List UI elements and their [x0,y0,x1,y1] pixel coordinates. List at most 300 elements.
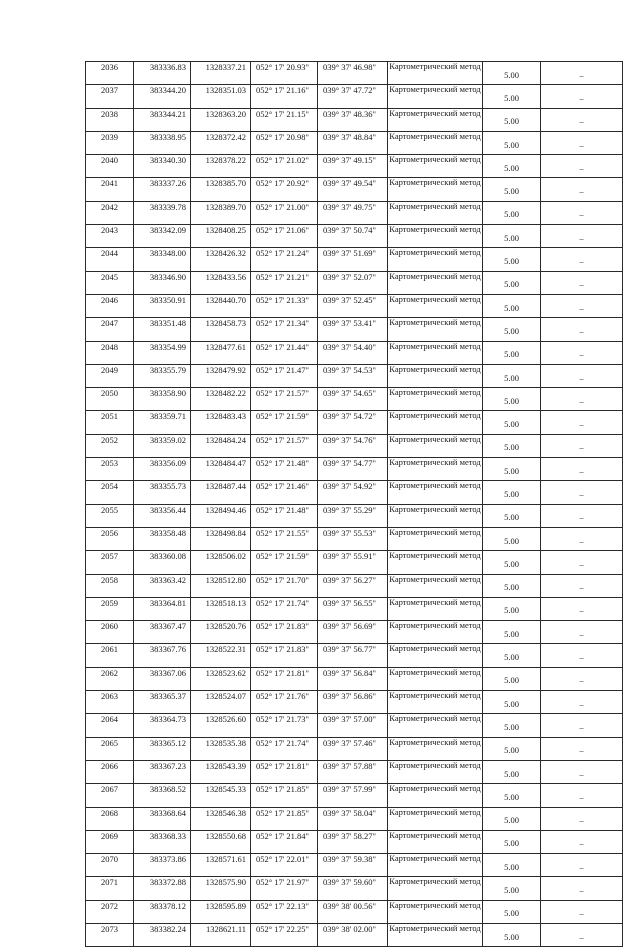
x-coordinate-cell: 383358.48 [134,527,191,550]
accuracy-cell: 5.00 [483,271,541,294]
note-cell: – [541,854,623,877]
accuracy-cell: 5.00 [483,923,541,946]
note-cell: – [541,131,623,154]
accuracy-cell: 5.00 [483,108,541,131]
latitude-cell: 052° 17' 21.74" [251,737,318,760]
method-cell: Картометрический метод [388,574,483,597]
x-coordinate-cell: 383373.86 [134,854,191,877]
latitude-cell: 052° 17' 22.13" [251,900,318,923]
y-coordinate-cell: 1328506.02 [191,551,251,574]
x-coordinate-cell: 383367.23 [134,760,191,783]
y-coordinate-cell: 1328543.39 [191,760,251,783]
method-cell: Картометрический метод [388,248,483,271]
latitude-cell: 052° 17' 20.98" [251,131,318,154]
x-coordinate-cell: 383378.12 [134,900,191,923]
note-cell: – [541,784,623,807]
y-coordinate-cell: 1328595.89 [191,900,251,923]
x-coordinate-cell: 383355.73 [134,481,191,504]
longitude-cell: 039° 37' 59.60" [318,877,388,900]
x-coordinate-cell: 383382.24 [134,923,191,946]
point-number-cell: 2047 [86,318,134,341]
table-row [86,108,623,131]
longitude-cell: 039° 37' 49.75" [318,201,388,224]
latitude-cell: 052° 17' 21.44" [251,341,318,364]
method-cell: Картометрический метод [388,481,483,504]
accuracy-cell: 5.00 [483,248,541,271]
table-row [86,131,623,154]
x-coordinate-cell: 383338.95 [134,131,191,154]
x-coordinate-cell: 383364.73 [134,714,191,737]
x-coordinate-cell: 383368.52 [134,784,191,807]
table-row [86,574,623,597]
method-cell: Картометрический метод [388,294,483,317]
point-number-cell: 2036 [86,62,134,85]
longitude-cell: 039° 37' 48.84" [318,131,388,154]
method-cell: Картометрический метод [388,131,483,154]
note-cell: – [541,830,623,853]
y-coordinate-cell: 1328363.20 [191,108,251,131]
accuracy-cell: 5.00 [483,155,541,178]
point-number-cell: 2057 [86,551,134,574]
latitude-cell: 052° 17' 22.01" [251,854,318,877]
note-cell: – [541,434,623,457]
note-cell: – [541,691,623,714]
longitude-cell: 039° 37' 49.54" [318,178,388,201]
x-coordinate-cell: 383354.99 [134,341,191,364]
accuracy-cell: 5.00 [483,318,541,341]
accuracy-cell: 5.00 [483,527,541,550]
longitude-cell: 039° 37' 49.15" [318,155,388,178]
note-cell: – [541,364,623,387]
y-coordinate-cell: 1328408.25 [191,225,251,248]
longitude-cell: 039° 37' 56.27" [318,574,388,597]
longitude-cell: 039° 37' 57.46" [318,737,388,760]
note-cell: – [541,271,623,294]
x-coordinate-cell: 383344.21 [134,108,191,131]
point-number-cell: 2060 [86,621,134,644]
table-row [86,62,623,85]
accuracy-cell: 5.00 [483,830,541,853]
accuracy-cell: 5.00 [483,714,541,737]
longitude-cell: 039° 37' 59.38" [318,854,388,877]
longitude-cell: 039° 37' 56.55" [318,597,388,620]
point-number-cell: 2070 [86,854,134,877]
point-number-cell: 2042 [86,201,134,224]
latitude-cell: 052° 17' 21.76" [251,691,318,714]
point-number-cell: 2059 [86,597,134,620]
table-row [86,667,623,690]
longitude-cell: 039° 37' 54.65" [318,388,388,411]
method-cell: Картометрический метод [388,271,483,294]
x-coordinate-cell: 383367.76 [134,644,191,667]
x-coordinate-cell: 383342.09 [134,225,191,248]
latitude-cell: 052° 17' 21.34" [251,318,318,341]
note-cell: – [541,341,623,364]
latitude-cell: 052° 17' 21.46" [251,481,318,504]
note-cell: – [541,714,623,737]
table-row [86,388,623,411]
y-coordinate-cell: 1328520.76 [191,621,251,644]
note-cell: – [541,737,623,760]
note-cell: – [541,807,623,830]
table-row [86,877,623,900]
accuracy-cell: 5.00 [483,621,541,644]
note-cell: – [541,155,623,178]
table-row [86,85,623,108]
longitude-cell: 039° 37' 54.92" [318,481,388,504]
note-cell: – [541,388,623,411]
x-coordinate-cell: 383363.42 [134,574,191,597]
y-coordinate-cell: 1328440.70 [191,294,251,317]
latitude-cell: 052° 17' 21.97" [251,877,318,900]
note-cell: – [541,551,623,574]
x-coordinate-cell: 383356.44 [134,504,191,527]
accuracy-cell: 5.00 [483,854,541,877]
note-cell: – [541,108,623,131]
y-coordinate-cell: 1328526.60 [191,714,251,737]
longitude-cell: 039° 37' 56.84" [318,667,388,690]
note-cell: – [541,481,623,504]
method-cell: Картометрический метод [388,737,483,760]
x-coordinate-cell: 383340.30 [134,155,191,178]
y-coordinate-cell: 1328487.44 [191,481,251,504]
longitude-cell: 039° 37' 57.88" [318,760,388,783]
longitude-cell: 039° 37' 50.74" [318,225,388,248]
longitude-cell: 039° 37' 47.72" [318,85,388,108]
method-cell: Картометрический метод [388,504,483,527]
table-row [86,434,623,457]
longitude-cell: 039° 37' 54.76" [318,434,388,457]
longitude-cell: 039° 38' 02.00" [318,923,388,946]
y-coordinate-cell: 1328483.43 [191,411,251,434]
latitude-cell: 052° 17' 21.48" [251,458,318,481]
note-cell: – [541,458,623,481]
method-cell: Картометрический метод [388,458,483,481]
method-cell: Картометрический метод [388,807,483,830]
y-coordinate-cell: 1328550.68 [191,830,251,853]
note-cell: – [541,201,623,224]
note-cell: – [541,411,623,434]
accuracy-cell: 5.00 [483,434,541,457]
method-cell: Картометрический метод [388,411,483,434]
method-cell: Картометрический метод [388,85,483,108]
latitude-cell: 052° 17' 20.92" [251,178,318,201]
y-coordinate-cell: 1328575.90 [191,877,251,900]
method-cell: Картометрический метод [388,155,483,178]
point-number-cell: 2073 [86,923,134,946]
method-cell: Картометрический метод [388,108,483,131]
point-number-cell: 2041 [86,178,134,201]
longitude-cell: 039° 37' 56.69" [318,621,388,644]
x-coordinate-cell: 383356.09 [134,458,191,481]
point-number-cell: 2038 [86,108,134,131]
note-cell: – [541,248,623,271]
table-row [86,691,623,714]
table-row [86,551,623,574]
method-cell: Картометрический метод [388,923,483,946]
latitude-cell: 052° 17' 21.74" [251,597,318,620]
latitude-cell: 052° 17' 22.25" [251,923,318,946]
table-row [86,807,623,830]
coordinates-table [85,61,623,947]
longitude-cell: 039° 37' 48.36" [318,108,388,131]
note-cell: – [541,178,623,201]
y-coordinate-cell: 1328482.22 [191,388,251,411]
table-row [86,294,623,317]
method-cell: Картометрический метод [388,900,483,923]
method-cell: Картометрический метод [388,527,483,550]
x-coordinate-cell: 383351.48 [134,318,191,341]
accuracy-cell: 5.00 [483,458,541,481]
table-row [86,271,623,294]
accuracy-cell: 5.00 [483,225,541,248]
point-number-cell: 2037 [86,85,134,108]
accuracy-cell: 5.00 [483,411,541,434]
y-coordinate-cell: 1328571.61 [191,854,251,877]
latitude-cell: 052° 17' 21.85" [251,784,318,807]
note-cell: – [541,644,623,667]
latitude-cell: 052° 17' 20.93" [251,62,318,85]
table-row [86,504,623,527]
accuracy-cell: 5.00 [483,784,541,807]
table-row [86,178,623,201]
longitude-cell: 039° 37' 54.72" [318,411,388,434]
y-coordinate-cell: 1328351.03 [191,85,251,108]
accuracy-cell: 5.00 [483,574,541,597]
table-row [86,318,623,341]
point-number-cell: 2055 [86,504,134,527]
method-cell: Картометрический метод [388,691,483,714]
note-cell: – [541,318,623,341]
x-coordinate-cell: 383344.20 [134,85,191,108]
y-coordinate-cell: 1328494.46 [191,504,251,527]
x-coordinate-cell: 383364.81 [134,597,191,620]
point-number-cell: 2051 [86,411,134,434]
table-row [86,201,623,224]
latitude-cell: 052° 17' 21.83" [251,644,318,667]
y-coordinate-cell: 1328535.38 [191,737,251,760]
method-cell: Картометрический метод [388,225,483,248]
x-coordinate-cell: 383365.12 [134,737,191,760]
latitude-cell: 052° 17' 21.57" [251,388,318,411]
latitude-cell: 052° 17' 21.02" [251,155,318,178]
latitude-cell: 052° 17' 21.81" [251,667,318,690]
accuracy-cell: 5.00 [483,85,541,108]
method-cell: Картометрический метод [388,597,483,620]
y-coordinate-cell: 1328389.70 [191,201,251,224]
x-coordinate-cell: 383358.90 [134,388,191,411]
y-coordinate-cell: 1328621.11 [191,923,251,946]
point-number-cell: 2040 [86,155,134,178]
table-row [86,458,623,481]
method-cell: Картометрический метод [388,714,483,737]
longitude-cell: 039° 38' 00.56" [318,900,388,923]
accuracy-cell: 5.00 [483,807,541,830]
accuracy-cell: 5.00 [483,667,541,690]
note-cell: – [541,667,623,690]
method-cell: Картометрический метод [388,667,483,690]
longitude-cell: 039° 37' 46.98" [318,62,388,85]
coordinates-table-body [86,62,623,947]
note-cell: – [541,877,623,900]
note-cell: – [541,527,623,550]
longitude-cell: 039° 37' 55.91" [318,551,388,574]
table-row [86,737,623,760]
longitude-cell: 039° 37' 52.07" [318,271,388,294]
accuracy-cell: 5.00 [483,341,541,364]
point-number-cell: 2043 [86,225,134,248]
longitude-cell: 039° 37' 57.00" [318,714,388,737]
note-cell: – [541,504,623,527]
longitude-cell: 039° 37' 52.45" [318,294,388,317]
y-coordinate-cell: 1328337.21 [191,62,251,85]
point-number-cell: 2071 [86,877,134,900]
accuracy-cell: 5.00 [483,551,541,574]
point-number-cell: 2058 [86,574,134,597]
note-cell: – [541,597,623,620]
y-coordinate-cell: 1328524.07 [191,691,251,714]
point-number-cell: 2054 [86,481,134,504]
table-row [86,481,623,504]
latitude-cell: 052° 17' 21.81" [251,760,318,783]
table-row [86,854,623,877]
x-coordinate-cell: 383359.02 [134,434,191,457]
y-coordinate-cell: 1328477.61 [191,341,251,364]
table-row [86,364,623,387]
note-cell: – [541,85,623,108]
accuracy-cell: 5.00 [483,900,541,923]
y-coordinate-cell: 1328484.47 [191,458,251,481]
accuracy-cell: 5.00 [483,294,541,317]
note-cell: – [541,760,623,783]
x-coordinate-cell: 383365.37 [134,691,191,714]
y-coordinate-cell: 1328512.80 [191,574,251,597]
method-cell: Картометрический метод [388,621,483,644]
point-number-cell: 2068 [86,807,134,830]
y-coordinate-cell: 1328523.62 [191,667,251,690]
x-coordinate-cell: 383350.91 [134,294,191,317]
x-coordinate-cell: 383372.88 [134,877,191,900]
method-cell: Картометрический метод [388,364,483,387]
longitude-cell: 039° 37' 51.69" [318,248,388,271]
longitude-cell: 039° 37' 58.04" [318,807,388,830]
method-cell: Картометрический метод [388,830,483,853]
latitude-cell: 052° 17' 21.83" [251,621,318,644]
accuracy-cell: 5.00 [483,388,541,411]
point-number-cell: 2072 [86,900,134,923]
method-cell: Картометрический метод [388,784,483,807]
y-coordinate-cell: 1328426.32 [191,248,251,271]
table-row [86,411,623,434]
accuracy-cell: 5.00 [483,691,541,714]
latitude-cell: 052° 17' 21.48" [251,504,318,527]
latitude-cell: 052° 17' 21.00" [251,201,318,224]
note-cell: – [541,621,623,644]
accuracy-cell: 5.00 [483,877,541,900]
point-number-cell: 2045 [86,271,134,294]
point-number-cell: 2050 [86,388,134,411]
table-row [86,527,623,550]
longitude-cell: 039° 37' 54.40" [318,341,388,364]
method-cell: Картометрический метод [388,877,483,900]
longitude-cell: 039° 37' 55.29" [318,504,388,527]
note-cell: – [541,294,623,317]
point-number-cell: 2056 [86,527,134,550]
y-coordinate-cell: 1328545.33 [191,784,251,807]
point-number-cell: 2048 [86,341,134,364]
table-row [86,621,623,644]
method-cell: Картометрический метод [388,854,483,877]
latitude-cell: 052° 17' 21.73" [251,714,318,737]
method-cell: Картометрический метод [388,341,483,364]
accuracy-cell: 5.00 [483,364,541,387]
table-row [86,248,623,271]
latitude-cell: 052° 17' 21.16" [251,85,318,108]
longitude-cell: 039° 37' 54.53" [318,364,388,387]
method-cell: Картометрический метод [388,434,483,457]
latitude-cell: 052° 17' 21.59" [251,551,318,574]
accuracy-cell: 5.00 [483,131,541,154]
latitude-cell: 052° 17' 21.47" [251,364,318,387]
y-coordinate-cell: 1328378.22 [191,155,251,178]
x-coordinate-cell: 383355.79 [134,364,191,387]
longitude-cell: 039° 37' 57.99" [318,784,388,807]
table-row [86,900,623,923]
x-coordinate-cell: 383348.00 [134,248,191,271]
x-coordinate-cell: 383336.83 [134,62,191,85]
longitude-cell: 039° 37' 56.86" [318,691,388,714]
x-coordinate-cell: 383367.47 [134,621,191,644]
latitude-cell: 052° 17' 21.59" [251,411,318,434]
x-coordinate-cell: 383367.06 [134,667,191,690]
point-number-cell: 2044 [86,248,134,271]
latitude-cell: 052° 17' 21.55" [251,527,318,550]
accuracy-cell: 5.00 [483,504,541,527]
point-number-cell: 2069 [86,830,134,853]
latitude-cell: 052° 17' 21.33" [251,294,318,317]
latitude-cell: 052° 17' 21.70" [251,574,318,597]
table-row [86,760,623,783]
point-number-cell: 2049 [86,364,134,387]
table-row [86,784,623,807]
latitude-cell: 052° 17' 21.15" [251,108,318,131]
table-row [86,923,623,946]
point-number-cell: 2053 [86,458,134,481]
method-cell: Картометрический метод [388,551,483,574]
x-coordinate-cell: 383368.33 [134,830,191,853]
table-row [86,644,623,667]
note-cell: – [541,574,623,597]
latitude-cell: 052° 17' 21.21" [251,271,318,294]
table-row [86,714,623,737]
method-cell: Картометрический метод [388,178,483,201]
longitude-cell: 039° 37' 55.53" [318,527,388,550]
table-row [86,155,623,178]
latitude-cell: 052° 17' 21.57" [251,434,318,457]
method-cell: Картометрический метод [388,62,483,85]
y-coordinate-cell: 1328522.31 [191,644,251,667]
x-coordinate-cell: 383337.26 [134,178,191,201]
point-number-cell: 2052 [86,434,134,457]
note-cell: – [541,225,623,248]
method-cell: Картометрический метод [388,644,483,667]
point-number-cell: 2063 [86,691,134,714]
accuracy-cell: 5.00 [483,178,541,201]
x-coordinate-cell: 383346.90 [134,271,191,294]
x-coordinate-cell: 383359.71 [134,411,191,434]
latitude-cell: 052° 17' 21.24" [251,248,318,271]
accuracy-cell: 5.00 [483,760,541,783]
